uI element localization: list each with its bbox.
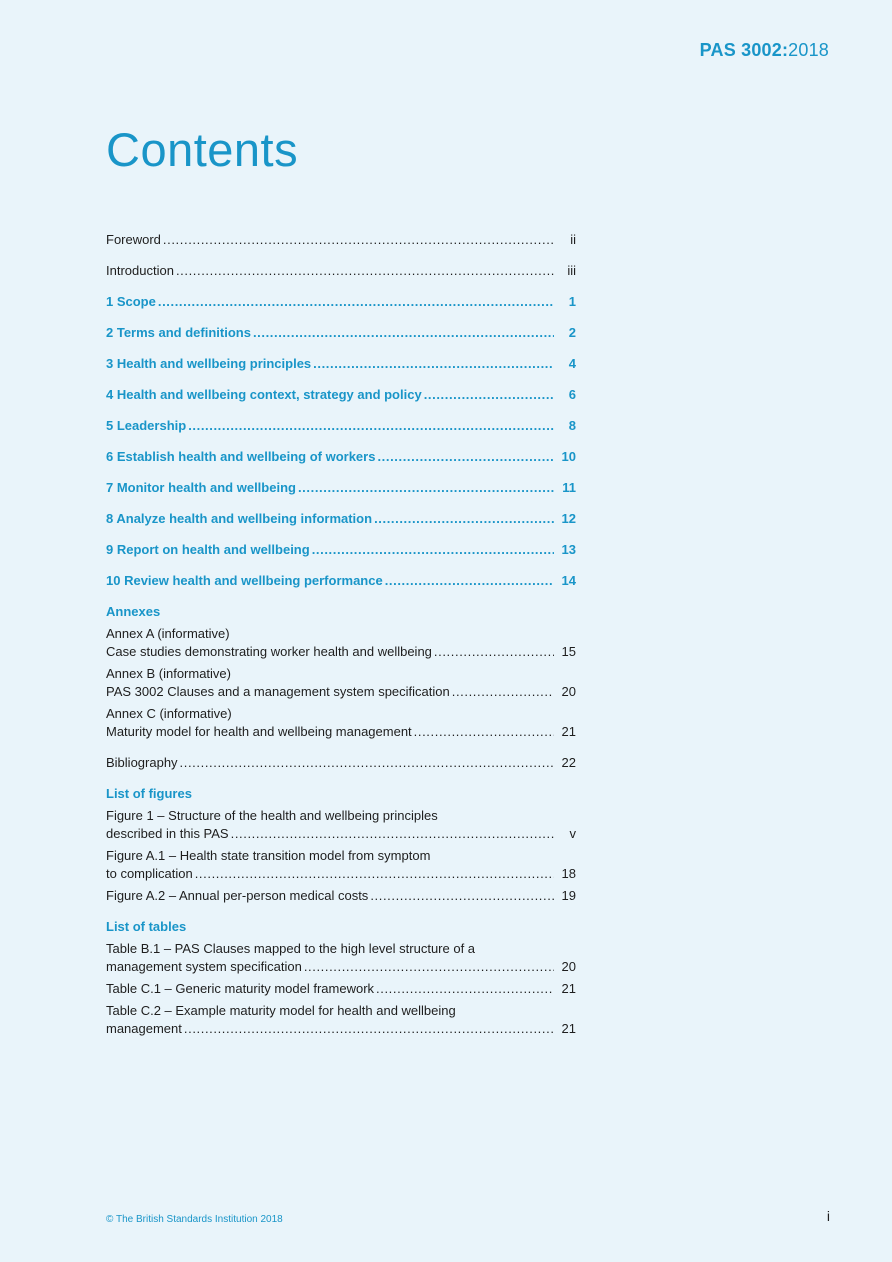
toc-entry-monitor[interactable] xyxy=(106,479,576,497)
toc-entry-page: 10 xyxy=(561,449,576,464)
leader-dots xyxy=(195,865,554,883)
leader-dots xyxy=(377,448,554,466)
toc-entry-table-c2[interactable] xyxy=(106,1002,576,1038)
toc-entry-page: 20 xyxy=(561,959,576,974)
toc-entry-title: Maturity model for health and wellbeing management xyxy=(106,724,412,739)
leader-dots xyxy=(180,754,554,772)
toc-entry-page: 1 xyxy=(568,294,576,309)
toc-entry-line1: Annex C (informative) xyxy=(106,706,232,721)
toc-entry-page: 15 xyxy=(561,644,576,659)
toc-entry-page: 20 xyxy=(561,684,576,699)
leader-dots xyxy=(434,643,554,661)
toc-entry-page: 12 xyxy=(561,511,576,526)
toc-entry-page: 6 xyxy=(568,387,576,402)
leader-dots xyxy=(188,417,554,435)
toc-entry-analyze[interactable] xyxy=(106,510,576,528)
leader-dots xyxy=(158,293,554,311)
figures-heading: List of figures xyxy=(106,786,192,801)
toc-entry-title: Foreword xyxy=(106,232,161,247)
toc-entry-title: Introduction xyxy=(106,263,174,278)
toc-entry-title: management system specification xyxy=(106,959,302,974)
toc-entry-page: 2 xyxy=(568,325,576,340)
toc-entry-page: ii xyxy=(570,232,576,247)
leader-dots xyxy=(184,1020,554,1038)
toc-entry-page: 8 xyxy=(568,418,576,433)
toc-entry-establish[interactable] xyxy=(106,448,576,466)
toc-entry-introduction[interactable] xyxy=(106,262,576,280)
toc-entry-page: 4 xyxy=(568,356,576,371)
copyright-notice: © The British Standards Institution 2018 xyxy=(106,1214,283,1225)
leader-dots xyxy=(312,541,554,559)
toc-entry-report[interactable] xyxy=(106,541,576,559)
page-title: Contents xyxy=(106,123,299,176)
toc-entry-page: 11 xyxy=(562,480,576,495)
toc-entry-line1: Table B.1 – PAS Clauses mapped to the high level structure of a xyxy=(106,941,476,956)
document-code-year: 2018 xyxy=(788,40,829,60)
leader-dots xyxy=(176,262,554,280)
leader-dots xyxy=(424,386,554,404)
toc-entry-annex-b[interactable] xyxy=(106,665,576,701)
toc-entry-line1: Annex B (informative) xyxy=(106,666,231,681)
toc-entry-title: 9 Report on health and wellbeing xyxy=(106,542,310,557)
toc-entry-terms[interactable] xyxy=(106,324,576,342)
toc-entry-title: 7 Monitor health and wellbeing xyxy=(106,480,296,495)
toc-entry-context[interactable] xyxy=(106,386,576,404)
toc-entry-page: 14 xyxy=(561,573,576,588)
leader-dots xyxy=(370,887,554,905)
toc-entry-page: 21 xyxy=(561,1021,576,1036)
toc-entry-page: 21 xyxy=(561,981,576,996)
leader-dots xyxy=(313,355,554,373)
toc-entry-title: 2 Terms and definitions xyxy=(106,325,251,340)
main-entries xyxy=(106,231,576,590)
leader-dots xyxy=(385,572,554,590)
leader-dots xyxy=(414,723,554,741)
toc-entry-table-b1[interactable] xyxy=(106,940,576,976)
leader-dots xyxy=(163,231,554,249)
toc-entry-title: 8 Analyze health and wellbeing information xyxy=(106,511,373,526)
leader-dots xyxy=(231,825,554,843)
tables-heading: List of tables xyxy=(106,919,187,934)
toc-entry-title: 4 Health and wellbeing context, strategy and policy xyxy=(106,387,422,402)
toc-entry-line1: Annex A (informative) xyxy=(106,626,230,641)
toc-entry-table-c1[interactable] xyxy=(106,980,576,998)
document-code-number: PAS 3002: xyxy=(699,40,789,60)
toc-entry-figure-1[interactable] xyxy=(106,807,576,843)
leader-dots xyxy=(253,324,554,342)
table-of-contents xyxy=(106,231,576,1042)
toc-entry-line1: Figure 1 – Structure of the health and wellbeing principles xyxy=(106,808,438,823)
toc-entry-page: 13 xyxy=(561,542,576,557)
toc-entry-foreword[interactable] xyxy=(106,231,576,249)
toc-entry-leadership[interactable] xyxy=(106,417,576,435)
toc-entry-scope[interactable] xyxy=(106,293,576,311)
document-code xyxy=(700,40,829,61)
toc-entry-title: 10 Review health and wellbeing performance xyxy=(106,573,383,588)
toc-entry-title: Case studies demonstrating worker health and wellbeing xyxy=(106,644,432,659)
toc-entry-page: 18 xyxy=(561,866,576,881)
toc-entry-line1: Table C.2 – Example maturity model for health and wellbeing xyxy=(106,1003,456,1018)
leader-dots xyxy=(298,479,554,497)
toc-entry-title: to complication xyxy=(106,866,193,881)
page-number: i xyxy=(826,1208,830,1224)
toc-entry-line1: Figure A.1 – Health state transition model from symptom xyxy=(106,848,431,863)
toc-entry-title: Table C.1 – Generic maturity model framework xyxy=(106,981,375,996)
leader-dots xyxy=(376,980,554,998)
toc-entry-title: Bibliography xyxy=(106,755,178,770)
toc-entry-page: iii xyxy=(567,263,576,278)
toc-entry-page: 22 xyxy=(561,755,576,770)
toc-entry-bibliography[interactable] xyxy=(106,754,576,772)
leader-dots xyxy=(374,510,554,528)
toc-entry-title: 1 Scope xyxy=(106,294,156,309)
toc-entry-figure-a2[interactable] xyxy=(106,887,576,905)
toc-entry-annex-c[interactable] xyxy=(106,705,576,741)
leader-dots xyxy=(304,958,554,976)
annexes-heading: Annexes xyxy=(106,604,161,619)
leader-dots xyxy=(452,683,554,701)
toc-entry-review[interactable] xyxy=(106,572,576,590)
toc-entry-title: 6 Establish health and wellbeing of workers xyxy=(106,449,376,464)
toc-entry-page: v xyxy=(569,826,576,841)
toc-entry-page: 19 xyxy=(561,888,576,903)
toc-entry-title: Figure A.2 – Annual per-person medical costs xyxy=(106,888,369,903)
toc-entry-title: described in this PAS xyxy=(106,826,229,841)
toc-entry-title: management xyxy=(106,1021,182,1036)
toc-entry-figure-a1[interactable] xyxy=(106,847,576,883)
toc-entry-title: PAS 3002 Clauses and a management system specification xyxy=(106,684,450,699)
toc-entry-page: 21 xyxy=(561,724,576,739)
toc-entry-principles[interactable] xyxy=(106,355,576,373)
toc-entry-annex-a[interactable] xyxy=(106,625,576,661)
toc-entry-title: 3 Health and wellbeing principles xyxy=(106,356,312,371)
toc-entry-title: 5 Leadership xyxy=(106,418,187,433)
